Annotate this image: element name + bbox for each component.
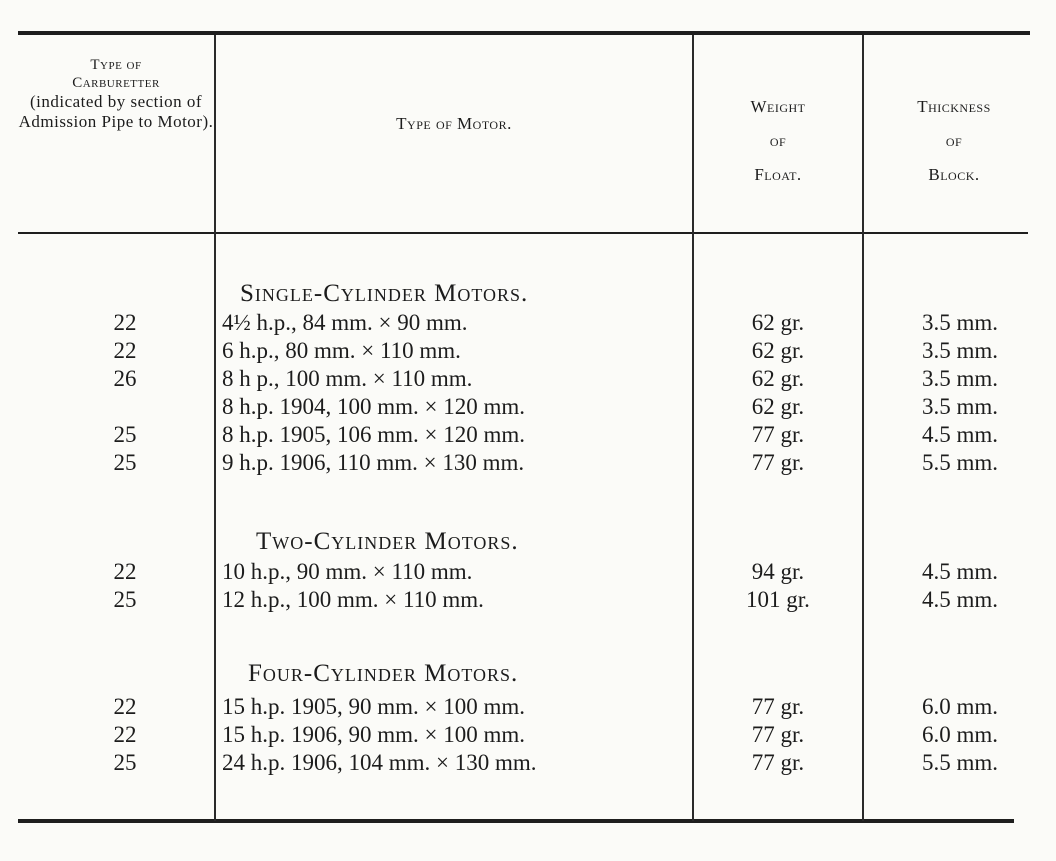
weight-cell: 77 gr. xyxy=(751,422,805,447)
carburetter-cell: 22 xyxy=(113,310,137,335)
motor-cell: 8 h.p. 1905, 106 mm. × 120 mm. xyxy=(222,422,526,447)
section-title-two-cylinder: Two-Cylinder Motors. xyxy=(256,528,519,555)
carburetter-cell: 25 xyxy=(113,750,137,775)
thickness-cell: 3.5 mm. xyxy=(921,310,999,335)
weight-cell: 77 gr. xyxy=(751,722,805,747)
header-weight-line3: Float. xyxy=(754,165,802,184)
header-thickness xyxy=(864,90,1044,192)
header-carburetter-line2: Carburetter xyxy=(72,75,160,91)
table-row xyxy=(18,560,1048,584)
weight-cell: 101 gr. xyxy=(746,587,810,612)
table-row xyxy=(18,339,1048,363)
thickness-cell: 3.5 mm. xyxy=(921,366,999,391)
carburetter-cell: 26 xyxy=(113,366,137,391)
table-row xyxy=(18,395,1048,419)
motor-cell: 4½ h.p., 84 mm. × 90 mm. xyxy=(222,310,468,335)
weight-cell: 77 gr. xyxy=(751,750,805,775)
thickness-cell: 6.0 mm. xyxy=(921,722,999,747)
header-thickness-line1: Thickness xyxy=(917,97,991,116)
weight-cell: 77 gr. xyxy=(751,694,805,719)
motor-cell: 24 h.p. 1906, 104 mm. × 130 mm. xyxy=(222,750,537,775)
motor-cell: 10 h.p., 90 mm. × 110 mm. xyxy=(222,559,473,584)
bottom-rule xyxy=(18,819,1014,823)
motor-cell: 6 h.p., 80 mm. × 110 mm. xyxy=(222,338,461,363)
table-row xyxy=(18,588,1048,612)
header-thickness-line2: of xyxy=(945,131,963,150)
carburetter-cell: 22 xyxy=(113,694,137,719)
top-rule xyxy=(18,31,1030,35)
table-row xyxy=(18,311,1048,335)
carburetter-cell: 22 xyxy=(113,338,137,363)
weight-cell: 62 gr. xyxy=(751,338,805,363)
motor-cell: 15 h.p. 1906, 90 mm. × 100 mm. xyxy=(222,722,526,747)
carburetter-cell: 22 xyxy=(113,559,137,584)
weight-cell: 62 gr. xyxy=(751,394,805,419)
table-row xyxy=(18,695,1048,719)
header-carburetter-line1: Type of xyxy=(90,57,142,73)
motor-cell: 9 h.p. 1906, 110 mm. × 130 mm. xyxy=(222,450,525,475)
thickness-cell: 6.0 mm. xyxy=(921,694,999,719)
table-row xyxy=(18,451,1048,475)
thickness-cell: 4.5 mm. xyxy=(921,587,999,612)
table-row xyxy=(18,723,1048,747)
weight-cell: 77 gr. xyxy=(751,450,805,475)
thickness-cell: 5.5 mm. xyxy=(921,450,999,475)
motor-cell: 12 h.p., 100 mm. × 110 mm. xyxy=(222,587,484,612)
weight-cell: 62 gr. xyxy=(751,310,805,335)
table-row xyxy=(18,751,1048,775)
motor-cell: 8 h.p. 1904, 100 mm. × 120 mm. xyxy=(222,394,526,419)
header-rule xyxy=(18,232,1028,234)
weight-cell: 62 gr. xyxy=(751,366,805,391)
thickness-cell: 4.5 mm. xyxy=(921,559,999,584)
thickness-cell: 4.5 mm. xyxy=(921,422,999,447)
header-carburetter xyxy=(18,56,214,132)
motor-cell: 15 h.p. 1905, 90 mm. × 100 mm. xyxy=(222,694,526,719)
carburetter-cell: 25 xyxy=(113,450,137,475)
carburetter-cell: 25 xyxy=(113,587,137,612)
header-motor-label: Type of Motor. xyxy=(396,114,512,133)
header-weight xyxy=(694,90,862,192)
section-title-four-cylinder: Four-Cylinder Motors. xyxy=(248,660,519,687)
table-row xyxy=(18,367,1048,391)
motor-cell: 8 h p., 100 mm. × 110 mm. xyxy=(222,366,473,391)
header-weight-line2: of xyxy=(769,131,787,150)
weight-cell: 94 gr. xyxy=(751,559,805,584)
thickness-cell: 3.5 mm. xyxy=(921,394,999,419)
header-motor xyxy=(216,114,692,134)
header-weight-line1: Weight xyxy=(750,97,806,116)
thickness-cell: 3.5 mm. xyxy=(921,338,999,363)
header-carburetter-sub: (indicated by section of Admission Pipe to Motor). xyxy=(18,92,214,131)
header-thickness-line3: Block. xyxy=(928,165,980,184)
carburetter-cell: 22 xyxy=(113,722,137,747)
thickness-cell: 5.5 mm. xyxy=(921,750,999,775)
table-row xyxy=(18,423,1048,447)
carburetter-cell: 25 xyxy=(113,422,137,447)
section-title-single-cylinder: Single-Cylinder Motors. xyxy=(240,280,529,307)
